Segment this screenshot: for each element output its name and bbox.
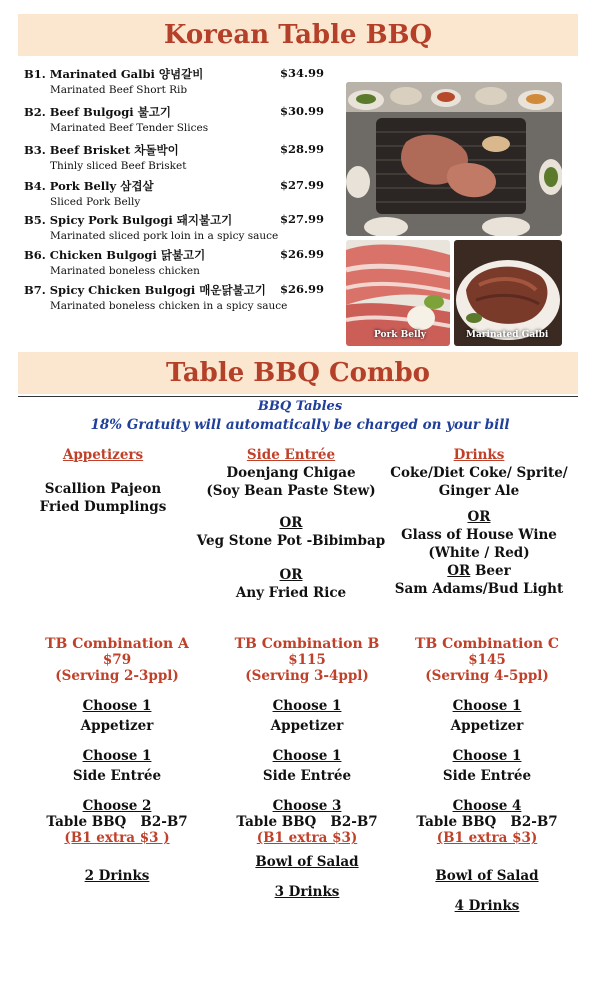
item-name: B3. Beef Brisket 차돌박이 bbox=[24, 143, 179, 157]
item-desc: Marinated Beef Tender Slices bbox=[50, 122, 209, 134]
photo-caption: Pork Belly bbox=[374, 330, 427, 340]
column-heading: Appetizers bbox=[62, 447, 144, 463]
drinks-column bbox=[384, 447, 574, 599]
list-item: (White / Red) bbox=[428, 545, 530, 561]
drinks-count: 4 Drinks bbox=[454, 898, 520, 914]
item-name: B1. Marinated Galbi 양념갈비 bbox=[24, 67, 204, 81]
or-label: OR bbox=[447, 563, 471, 579]
item-price: $30.99 bbox=[279, 104, 324, 118]
item-name: B4. Pork Belly 삼겹살 bbox=[24, 179, 154, 193]
item-name: B7. Spicy Chicken Bulgogi 매운닭불고기 bbox=[24, 283, 266, 297]
divider bbox=[18, 396, 578, 397]
choose-label: Choose 1 bbox=[82, 698, 152, 714]
list-item: Sam Adams/Bud Light bbox=[394, 581, 564, 597]
choose-label: Choose 1 bbox=[82, 748, 152, 764]
choose-label: Choose 1 bbox=[452, 698, 522, 714]
list-item: Glass of House Wine bbox=[401, 527, 557, 543]
header-banner bbox=[18, 14, 578, 56]
or-label: OR bbox=[467, 509, 491, 525]
menu-item bbox=[24, 104, 324, 134]
beer-line bbox=[384, 563, 574, 579]
list-item: Any Fried Rice bbox=[235, 585, 347, 601]
gratuity-notice: 18% Gratuity will automatically be charged on your bill bbox=[90, 417, 510, 433]
menu-item bbox=[24, 247, 324, 277]
list-item: Doenjang Chigae bbox=[226, 465, 356, 481]
choose-value: Appetizer bbox=[270, 718, 344, 734]
menu-item bbox=[24, 212, 324, 242]
appetizers-column bbox=[8, 447, 198, 517]
column-heading: Drinks bbox=[453, 447, 505, 463]
pork-belly-photo bbox=[346, 240, 450, 346]
section-title: Table BBQ Combo bbox=[165, 358, 431, 388]
combo-title: TB Combination C bbox=[414, 636, 560, 652]
combo-title: TB Combination B bbox=[234, 636, 380, 652]
item-desc: Marinated boneless chicken bbox=[50, 265, 200, 277]
item-desc: Marinated Beef Short Rib bbox=[50, 84, 188, 96]
choose-value: Table BBQ B2-B7 bbox=[46, 814, 188, 830]
list-item: Ginger Ale bbox=[438, 483, 520, 499]
combo-price: $115 bbox=[288, 652, 326, 668]
extra-note: (B1 extra $3) bbox=[436, 830, 538, 846]
menu-item bbox=[24, 282, 324, 312]
combo-price: $79 bbox=[102, 652, 132, 668]
choose-label: Choose 4 bbox=[452, 798, 522, 814]
item-price: $28.99 bbox=[279, 142, 324, 156]
or-label: OR bbox=[279, 515, 303, 531]
menu-item bbox=[24, 66, 324, 96]
header-banner bbox=[18, 352, 578, 394]
list-item: Fried Dumplings bbox=[39, 499, 167, 515]
choose-value: Table BBQ B2-B7 bbox=[236, 814, 378, 830]
item-price: $26.99 bbox=[279, 282, 324, 296]
item-name: B2. Beef Bulgogi 불고기 bbox=[24, 105, 171, 119]
choose-label: Choose 1 bbox=[272, 748, 342, 764]
item-price: $26.99 bbox=[279, 247, 324, 261]
grill-photo bbox=[346, 82, 562, 236]
combo-serving: (Serving 2-3ppl) bbox=[55, 668, 179, 684]
drinks-count: 2 Drinks bbox=[84, 868, 150, 884]
menu-item bbox=[24, 178, 324, 208]
column-heading: Side Entrée bbox=[246, 447, 336, 463]
galbi-photo bbox=[454, 240, 562, 346]
item-name: B5. Spicy Pork Bulgogi 돼지불고기 bbox=[24, 213, 233, 227]
choose-value: Appetizer bbox=[450, 718, 524, 734]
salad-label: Bowl of Salad bbox=[255, 854, 359, 870]
choose-value: Side Entrée bbox=[72, 768, 162, 784]
list-item: Scallion Pajeon bbox=[44, 481, 162, 497]
choose-value: Table BBQ B2-B7 bbox=[416, 814, 558, 830]
choose-value: Side Entrée bbox=[442, 768, 532, 784]
list-item: Coke/Diet Coke/ Sprite/ bbox=[390, 465, 568, 481]
item-price: $34.99 bbox=[279, 66, 324, 80]
choose-label: Choose 3 bbox=[272, 798, 342, 814]
menu-item bbox=[24, 142, 324, 172]
item-desc: Sliced Pork Belly bbox=[50, 196, 141, 208]
combo-serving: (Serving 4-5ppl) bbox=[425, 668, 549, 684]
choose-value: Appetizer bbox=[80, 718, 154, 734]
list-item: Beer bbox=[470, 563, 511, 579]
combo-a bbox=[22, 636, 212, 884]
list-item: Veg Stone Pot -Bibimbap bbox=[196, 533, 386, 549]
combo-title: TB Combination A bbox=[45, 636, 189, 652]
extra-note: (B1 extra $3 ) bbox=[64, 830, 170, 846]
item-price: $27.99 bbox=[279, 178, 324, 192]
side-entree-column bbox=[196, 447, 386, 603]
drinks-count: 3 Drinks bbox=[274, 884, 340, 900]
combo-b bbox=[212, 636, 402, 900]
combo-serving: (Serving 3-4ppl) bbox=[245, 668, 369, 684]
item-name: B6. Chicken Bulgogi 닭불고기 bbox=[24, 248, 206, 262]
combo-c bbox=[392, 636, 582, 914]
choose-label: Choose 1 bbox=[272, 698, 342, 714]
list-item: (Soy Bean Paste Stew) bbox=[206, 483, 376, 499]
choose-label: Choose 2 bbox=[82, 798, 152, 814]
extra-note: (B1 extra $3) bbox=[256, 830, 358, 846]
item-desc: Thinly sliced Beef Brisket bbox=[50, 160, 187, 172]
item-desc: Marinated boneless chicken in a spicy sauce bbox=[50, 300, 288, 312]
combo-price: $145 bbox=[468, 652, 506, 668]
choose-value: Side Entrée bbox=[262, 768, 352, 784]
photo-caption: Marinated Galbi bbox=[466, 330, 549, 340]
item-price: $27.99 bbox=[279, 212, 324, 226]
item-desc: Marinated sliced pork loin in a spicy sauce bbox=[50, 230, 279, 242]
section-title: Korean Table BBQ bbox=[163, 20, 433, 50]
subtitle: BBQ Tables bbox=[257, 399, 343, 414]
or-label: OR bbox=[279, 567, 303, 583]
choose-label: Choose 1 bbox=[452, 748, 522, 764]
salad-label: Bowl of Salad bbox=[435, 868, 539, 884]
